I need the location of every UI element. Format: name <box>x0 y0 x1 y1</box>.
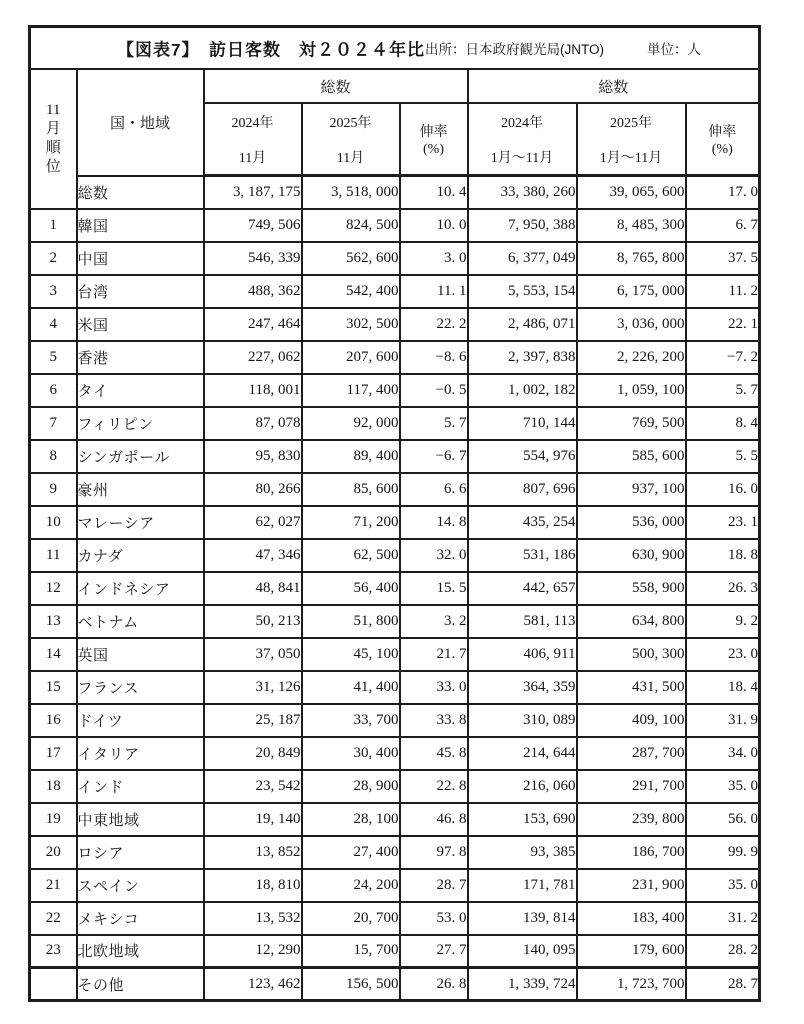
cell-country: マレーシア <box>77 506 204 539</box>
cell-country: 台湾 <box>77 275 204 308</box>
cell-2025-cum: 287, 700 <box>577 737 686 770</box>
cell-2024-nov: 546, 339 <box>204 242 302 275</box>
column-header-2024-nov <box>204 103 302 176</box>
column-header-rate-cum <box>686 103 760 176</box>
cell-2025-cum: 558, 900 <box>577 572 686 605</box>
cell-rate-nov: 3. 2 <box>400 605 468 638</box>
table-row-rank-14 <box>30 638 760 671</box>
cell-2025-nov: 71, 200 <box>302 506 400 539</box>
column-header-2025-nov <box>302 103 400 176</box>
cell-2024-cum: 554, 976 <box>468 440 577 473</box>
header-line: 1月～11月 <box>490 150 554 166</box>
cell-2025-nov: 302, 500 <box>302 308 400 341</box>
header-line: (%) <box>711 141 733 157</box>
cell-country: インドネシア <box>77 572 204 605</box>
cell-2024-cum: 1, 339, 724 <box>468 968 577 1001</box>
cell-rate-nov: 32. 0 <box>400 539 468 572</box>
cell-rank <box>30 968 77 1001</box>
table-row-rank-15 <box>30 671 760 704</box>
header-line: 11月 <box>238 150 267 166</box>
cell-rate-nov: 5. 7 <box>400 407 468 440</box>
cell-2024-nov: 13, 852 <box>204 836 302 869</box>
country-column-header: 国・地域 <box>77 69 204 176</box>
cell-2025-cum: 186, 700 <box>577 836 686 869</box>
unit-label: 単位：人 <box>647 42 701 57</box>
cell-2024-cum: 364, 359 <box>468 671 577 704</box>
cell-2025-nov: 28, 100 <box>302 803 400 836</box>
table-body <box>30 27 760 1001</box>
cell-2025-nov: 92, 000 <box>302 407 400 440</box>
cell-2024-nov: 62, 027 <box>204 506 302 539</box>
title-cell <box>30 27 760 70</box>
cell-rate-cum: 9. 2 <box>686 605 760 638</box>
table-row-rank-6 <box>30 374 760 407</box>
cell-rate-cum: 37. 5 <box>686 242 760 275</box>
cell-2025-nov: 89, 400 <box>302 440 400 473</box>
cell-2025-nov: 156, 500 <box>302 968 400 1001</box>
cell-rate-cum: 23. 1 <box>686 506 760 539</box>
cell-2025-cum: 500, 300 <box>577 638 686 671</box>
cell-rate-cum: 6. 7 <box>686 209 760 242</box>
cell-rank: 13 <box>30 605 77 638</box>
cell-2024-nov: 23, 542 <box>204 770 302 803</box>
header-line: 2025年 <box>610 115 652 131</box>
cell-2025-nov: 117, 400 <box>302 374 400 407</box>
cell-2025-nov: 207, 600 <box>302 341 400 374</box>
cell-rate-cum: 56. 0 <box>686 803 760 836</box>
cell-rate-cum: 5. 5 <box>686 440 760 473</box>
cell-rate-nov: −6. 7 <box>400 440 468 473</box>
table-row-rank-10 <box>30 506 760 539</box>
cell-2024-cum: 6, 377, 049 <box>468 242 577 275</box>
cell-2024-nov: 37, 050 <box>204 638 302 671</box>
cell-rate-cum: 8. 4 <box>686 407 760 440</box>
cell-2024-cum: 2, 486, 071 <box>468 308 577 341</box>
group-header-november: 総数 <box>204 69 468 103</box>
cell-rank: 14 <box>30 638 77 671</box>
table-row-rank-8 <box>30 440 760 473</box>
cell-rate-cum: 17. 0 <box>686 176 760 209</box>
cell-rank: 16 <box>30 704 77 737</box>
cell-2025-nov: 30, 400 <box>302 737 400 770</box>
cell-country: 英国 <box>77 638 204 671</box>
cell-rate-nov: 3. 0 <box>400 242 468 275</box>
cell-rank: 17 <box>30 737 77 770</box>
header-line: 11月 <box>336 150 365 166</box>
header-line: 2025年 <box>329 115 372 131</box>
header-line: 2024年 <box>231 115 274 131</box>
cell-2025-cum: 231, 900 <box>577 869 686 902</box>
cell-2025-cum: 1, 059, 100 <box>577 374 686 407</box>
cell-2024-nov: 13, 532 <box>204 902 302 935</box>
cell-2024-nov: 80, 266 <box>204 473 302 506</box>
cell-2025-nov: 824, 500 <box>302 209 400 242</box>
cell-2024-nov: 50, 213 <box>204 605 302 638</box>
rank-header-char: 順 <box>45 139 61 156</box>
source-label: 出所：日本政府観光局(JNTO) <box>425 42 604 57</box>
cell-rate-nov: 14. 8 <box>400 506 468 539</box>
cell-2025-cum: 634, 800 <box>577 605 686 638</box>
table-row-rank-5 <box>30 341 760 374</box>
cell-2024-nov: 18, 810 <box>204 869 302 902</box>
cell-2025-nov: 28, 900 <box>302 770 400 803</box>
cell-rate-nov: 11. 1 <box>400 275 468 308</box>
cell-rate-nov: 21. 7 <box>400 638 468 671</box>
cell-rate-cum: 35. 0 <box>686 869 760 902</box>
cell-2025-cum: 239, 800 <box>577 803 686 836</box>
cell-rate-cum: 28. 7 <box>686 968 760 1001</box>
cell-2025-cum: 2, 226, 200 <box>577 341 686 374</box>
cell-rate-nov: 10. 4 <box>400 176 468 209</box>
cell-rate-nov: 6. 6 <box>400 473 468 506</box>
cell-country: ロシア <box>77 836 204 869</box>
cell-2024-cum: 435, 254 <box>468 506 577 539</box>
cell-2025-cum: 291, 700 <box>577 770 686 803</box>
cell-2024-nov: 123, 462 <box>204 968 302 1001</box>
cell-country: 総数 <box>77 176 204 209</box>
cell-2024-cum: 1, 002, 182 <box>468 374 577 407</box>
cell-2025-nov: 45, 100 <box>302 638 400 671</box>
cell-country: フィリピン <box>77 407 204 440</box>
table-row-rank-4 <box>30 308 760 341</box>
cell-2025-cum: 39, 065, 600 <box>577 176 686 209</box>
cell-rate-cum: 99. 9 <box>686 836 760 869</box>
cell-2025-cum: 183, 400 <box>577 902 686 935</box>
cell-rank: 12 <box>30 572 77 605</box>
cell-2024-nov: 247, 464 <box>204 308 302 341</box>
table-row-rank-12 <box>30 572 760 605</box>
table-row-rank-16 <box>30 704 760 737</box>
cell-rate-cum: 26. 3 <box>686 572 760 605</box>
table-row-rank-2 <box>30 242 760 275</box>
cell-rank: 10 <box>30 506 77 539</box>
cell-rate-nov: 15. 5 <box>400 572 468 605</box>
cell-country: ドイツ <box>77 704 204 737</box>
cell-2024-cum: 710, 144 <box>468 407 577 440</box>
cell-2025-cum: 536, 000 <box>577 506 686 539</box>
cell-2024-cum: 33, 380, 260 <box>468 176 577 209</box>
cell-2024-nov: 47, 346 <box>204 539 302 572</box>
cell-2025-nov: 15, 700 <box>302 935 400 968</box>
cell-2025-cum: 409, 100 <box>577 704 686 737</box>
cell-rate-cum: 16. 0 <box>686 473 760 506</box>
table-row-rank-18 <box>30 770 760 803</box>
cell-2025-cum: 769, 500 <box>577 407 686 440</box>
cell-2024-nov: 749, 506 <box>204 209 302 242</box>
cell-2024-nov: 20, 849 <box>204 737 302 770</box>
cell-rate-nov: 27. 7 <box>400 935 468 968</box>
cell-country: 米国 <box>77 308 204 341</box>
figure-title: 【図表7】 訪日客数 対２０２４年比 <box>117 40 425 60</box>
cell-country: 香港 <box>77 341 204 374</box>
group-header-cumulative: 総数 <box>468 69 760 103</box>
cell-rank: 18 <box>30 770 77 803</box>
cell-2024-nov: 3, 187, 175 <box>204 176 302 209</box>
cell-rank: 3 <box>30 275 77 308</box>
cell-rate-nov: 45. 8 <box>400 737 468 770</box>
cell-2025-nov: 24, 200 <box>302 869 400 902</box>
header-line: 1月～11月 <box>599 150 663 166</box>
column-header-rate-nov <box>400 103 468 176</box>
cell-2024-cum: 7, 950, 388 <box>468 209 577 242</box>
cell-rate-cum: 22. 1 <box>686 308 760 341</box>
cell-rate-nov: 53. 0 <box>400 902 468 935</box>
cell-2024-cum: 216, 060 <box>468 770 577 803</box>
cell-country: その他 <box>77 968 204 1001</box>
cell-rank: 21 <box>30 869 77 902</box>
cell-rate-cum: 23. 0 <box>686 638 760 671</box>
cell-2025-nov: 20, 700 <box>302 902 400 935</box>
cell-2024-cum: 139, 814 <box>468 902 577 935</box>
cell-2024-nov: 227, 062 <box>204 341 302 374</box>
title-row <box>30 27 760 70</box>
cell-2024-nov: 118, 001 <box>204 374 302 407</box>
cell-2024-cum: 531, 186 <box>468 539 577 572</box>
cell-rank: 8 <box>30 440 77 473</box>
cell-2025-nov: 41, 400 <box>302 671 400 704</box>
cell-rank: 4 <box>30 308 77 341</box>
cell-rate-nov: −8. 6 <box>400 341 468 374</box>
cell-rate-nov: 33. 8 <box>400 704 468 737</box>
cell-country: フランス <box>77 671 204 704</box>
table-row-rank-20 <box>30 836 760 869</box>
cell-2024-nov: 31, 126 <box>204 671 302 704</box>
cell-2024-nov: 19, 140 <box>204 803 302 836</box>
group-header-row <box>30 69 760 103</box>
header-line: (%) <box>423 141 444 157</box>
cell-2025-cum: 6, 175, 000 <box>577 275 686 308</box>
header-line: 2024年 <box>501 115 543 131</box>
cell-2025-nov: 27, 400 <box>302 836 400 869</box>
cell-country: シンガポール <box>77 440 204 473</box>
cell-2024-cum: 214, 644 <box>468 737 577 770</box>
cell-2024-cum: 171, 781 <box>468 869 577 902</box>
cell-country: カナダ <box>77 539 204 572</box>
cell-2024-cum: 581, 113 <box>468 605 577 638</box>
cell-rate-nov: 10. 0 <box>400 209 468 242</box>
cell-2025-cum: 630, 900 <box>577 539 686 572</box>
cell-country: スペイン <box>77 869 204 902</box>
cell-country: タイ <box>77 374 204 407</box>
cell-2024-cum: 153, 690 <box>468 803 577 836</box>
cell-rank: 19 <box>30 803 77 836</box>
cell-rank: 23 <box>30 935 77 968</box>
visitor-arrivals-table <box>28 25 761 1002</box>
cell-rank: 6 <box>30 374 77 407</box>
table-row-rank-9 <box>30 473 760 506</box>
cell-country: インド <box>77 770 204 803</box>
table-row-rank-7 <box>30 407 760 440</box>
cell-rank: 1 <box>30 209 77 242</box>
cell-2025-cum: 1, 723, 700 <box>577 968 686 1001</box>
cell-2024-cum: 5, 553, 154 <box>468 275 577 308</box>
table-row-rank-23 <box>30 935 760 968</box>
cell-rate-nov: 33. 0 <box>400 671 468 704</box>
cell-2024-cum: 406, 911 <box>468 638 577 671</box>
cell-2024-cum: 140, 095 <box>468 935 577 968</box>
cell-rate-cum: 34. 0 <box>686 737 760 770</box>
cell-rank: 2 <box>30 242 77 275</box>
cell-2025-nov: 56, 400 <box>302 572 400 605</box>
cell-rank: 9 <box>30 473 77 506</box>
cell-country: ベトナム <box>77 605 204 638</box>
column-header-2025-cum <box>577 103 686 176</box>
cell-2025-nov: 542, 400 <box>302 275 400 308</box>
cell-country: 中国 <box>77 242 204 275</box>
cell-rank: 11 <box>30 539 77 572</box>
table-row-rank-17 <box>30 737 760 770</box>
cell-rank: 22 <box>30 902 77 935</box>
rank-header-vertical-text <box>31 101 76 176</box>
cell-2024-cum: 310, 089 <box>468 704 577 737</box>
header-line: 伸率 <box>708 124 737 140</box>
cell-2024-nov: 95, 830 <box>204 440 302 473</box>
cell-rate-cum: 35. 0 <box>686 770 760 803</box>
cell-2024-cum: 442, 657 <box>468 572 577 605</box>
rank-header-char: 月 <box>45 121 61 137</box>
cell-2025-nov: 33, 700 <box>302 704 400 737</box>
cell-rank: 20 <box>30 836 77 869</box>
cell-2025-nov: 85, 600 <box>302 473 400 506</box>
cell-2025-cum: 585, 600 <box>577 440 686 473</box>
cell-country: 北欧地域 <box>77 935 204 968</box>
cell-2025-cum: 8, 765, 800 <box>577 242 686 275</box>
cell-country: メキシコ <box>77 902 204 935</box>
cell-rate-nov: 28. 7 <box>400 869 468 902</box>
table-row-rank-1 <box>30 209 760 242</box>
cell-rate-cum: 18. 4 <box>686 671 760 704</box>
cell-rate-cum: −7. 2 <box>686 341 760 374</box>
cell-rate-nov: 22. 2 <box>400 308 468 341</box>
cell-rate-nov: −0. 5 <box>400 374 468 407</box>
cell-2025-cum: 431, 500 <box>577 671 686 704</box>
cell-country: 中東地域 <box>77 803 204 836</box>
cell-rate-cum: 28. 2 <box>686 935 760 968</box>
table-row-rank-13 <box>30 605 760 638</box>
table-row <box>30 968 760 1001</box>
cell-country: 豪州 <box>77 473 204 506</box>
cell-2025-cum: 937, 100 <box>577 473 686 506</box>
cell-2025-nov: 51, 800 <box>302 605 400 638</box>
cell-rate-nov: 97. 8 <box>400 836 468 869</box>
table-row-rank-22 <box>30 902 760 935</box>
cell-rate-cum: 11. 2 <box>686 275 760 308</box>
table-row-rank-3 <box>30 275 760 308</box>
cell-country: イタリア <box>77 737 204 770</box>
cell-2025-nov: 62, 500 <box>302 539 400 572</box>
cell-rank: 7 <box>30 407 77 440</box>
cell-2024-nov: 87, 078 <box>204 407 302 440</box>
cell-2025-nov: 3, 518, 000 <box>302 176 400 209</box>
cell-2025-cum: 3, 036, 000 <box>577 308 686 341</box>
rank-header-char: 11 <box>46 102 61 119</box>
cell-2025-nov: 562, 600 <box>302 242 400 275</box>
cell-rank: 15 <box>30 671 77 704</box>
table-row <box>30 176 760 209</box>
cell-2025-cum: 179, 600 <box>577 935 686 968</box>
cell-rate-cum: 18. 8 <box>686 539 760 572</box>
table-row-rank-21 <box>30 869 760 902</box>
rank-header-char: 位 <box>45 158 61 175</box>
cell-rate-nov: 26. 8 <box>400 968 468 1001</box>
cell-2024-cum: 807, 696 <box>468 473 577 506</box>
header-line: 伸率 <box>419 124 448 140</box>
cell-country: 韓国 <box>77 209 204 242</box>
column-header-2024-cum <box>468 103 577 176</box>
cell-rate-cum: 31. 9 <box>686 704 760 737</box>
table-row-rank-19 <box>30 803 760 836</box>
cell-2024-nov: 12, 290 <box>204 935 302 968</box>
table-row-rank-11 <box>30 539 760 572</box>
cell-2024-nov: 488, 362 <box>204 275 302 308</box>
cell-rate-nov: 22. 8 <box>400 770 468 803</box>
cell-2024-cum: 93, 385 <box>468 836 577 869</box>
cell-2025-cum: 8, 485, 300 <box>577 209 686 242</box>
cell-2024-cum: 2, 397, 838 <box>468 341 577 374</box>
cell-rate-cum: 5. 7 <box>686 374 760 407</box>
cell-2024-nov: 48, 841 <box>204 572 302 605</box>
cell-rate-cum: 31. 2 <box>686 902 760 935</box>
cell-rank: 5 <box>30 341 77 374</box>
cell-rate-nov: 46. 8 <box>400 803 468 836</box>
cell-2024-nov: 25, 187 <box>204 704 302 737</box>
rank-column-header <box>30 69 77 209</box>
